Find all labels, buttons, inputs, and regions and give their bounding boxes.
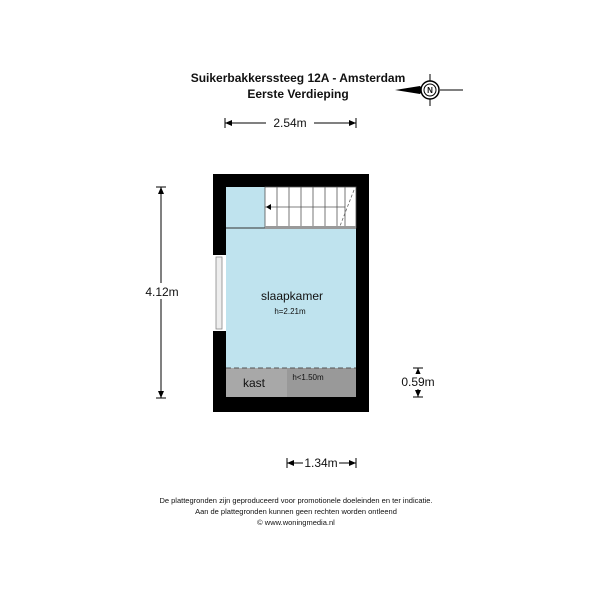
room-height: h=2.21m [274,307,306,316]
floor-title: Eerste Verdieping [247,87,349,101]
kast-height: h<1.50m [292,373,324,382]
copyright: © www.woningmedia.nl [257,518,335,527]
dimension-left [140,187,184,398]
disclaimer-line-2: Aan de plattegronden kunnen geen rechten worden ontleend [195,507,397,516]
compass-letter: N [427,86,433,95]
disclaimer-line-1: De plattegronden zijn geproduceerd voor promotionele doeleinden en ter indicatie. [159,496,433,505]
dimension-top [225,115,356,130]
dimension-kast-depth: 0.59m [401,375,435,389]
room-label: slaapkamer [260,289,324,303]
dimension-right [400,368,436,397]
window [213,255,226,331]
dimension-height-left: 4.12m [145,285,179,299]
dimension-width-bottom: 1.34m [304,456,338,470]
kast-label: kast [242,376,266,390]
address-title: Suikerbakkerssteeg 12A - Amsterdam [190,71,406,85]
dimension-width-top: 2.54m [273,116,307,130]
dimension-bottom [287,455,356,470]
